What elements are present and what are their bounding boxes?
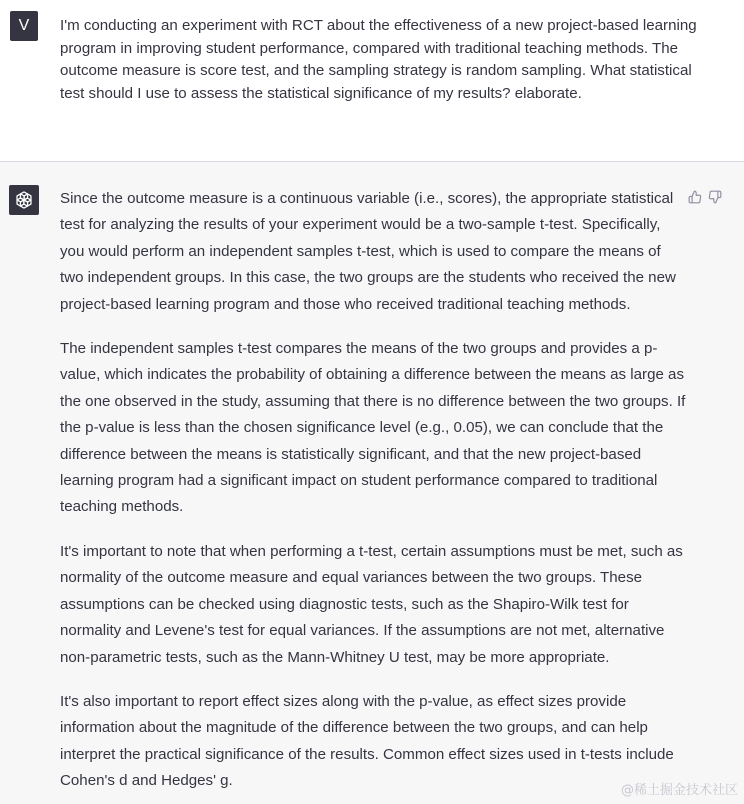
thumbs-up-icon[interactable] [688,190,702,204]
thumbs-down-icon[interactable] [708,190,722,204]
openai-logo-icon [9,185,39,215]
assistant-message [0,162,744,804]
assistant-paragraph: Since the outcome measure is a continuous variable (i.e., scores), the appropriate statistical test for analyzing the results of your experiment would be a two-sample t-test. Specifically, you would perform an independent samples t-test, which is used to compare the means of two independent groups. In this case, the two groups are the students who received the new project-based learning program and those who received traditional teaching methods. [60,190,676,313]
user-avatar: V [10,11,38,41]
user-message-text: I'm conducting an experiment with RCT about the effectiveness of a new project-based learning program in improving student performance, compared with traditional teaching methods. The outcome measure is score test, and the sampling strategy is random sampling. What statistical test should I use to assess the statistical significance of my results? elaborate. [60,17,697,102]
user-message [0,0,744,162]
watermark: @稀土掘金技术社区 [620,783,738,798]
assistant-paragraph: It's also important to report effect sizes along with the p-value, as effect sizes provide information about the magnitude of the difference between the two groups, and can help interpret the practical significance of the results. Common effect sizes used in t-tests include Cohen's d and Hedges' g. [60,692,674,790]
assistant-paragraph: It's important to note that when performing a t-test, certain assumptions must be met, such as normality of the outcome measure and equal variances between the two groups. These assumptions can be checked using diagnostic tests, such as the Shapiro-Wilk test for normality and Levene's test for equal variances. If the assumptions are not met, alternative non-parametric tests, such as the Mann-Whitney U test, may be more appropriate. [60,542,683,666]
assistant-paragraph: The independent samples t-test compares the means of the two groups and provides a p-value, which indicates the probability of obtaining a difference between the means as large as the one observed in the study, assuming that there is no difference between the two groups. If the p-value is less than the chosen significance level (e.g., 0.05), we can conclude that the difference between the means is statistically significant, and that the new project-based learning program had a significant impact on student performance compared to traditional teaching methods. [60,340,686,516]
feedback-buttons [688,190,722,204]
assistant-message-body [60,186,688,804]
